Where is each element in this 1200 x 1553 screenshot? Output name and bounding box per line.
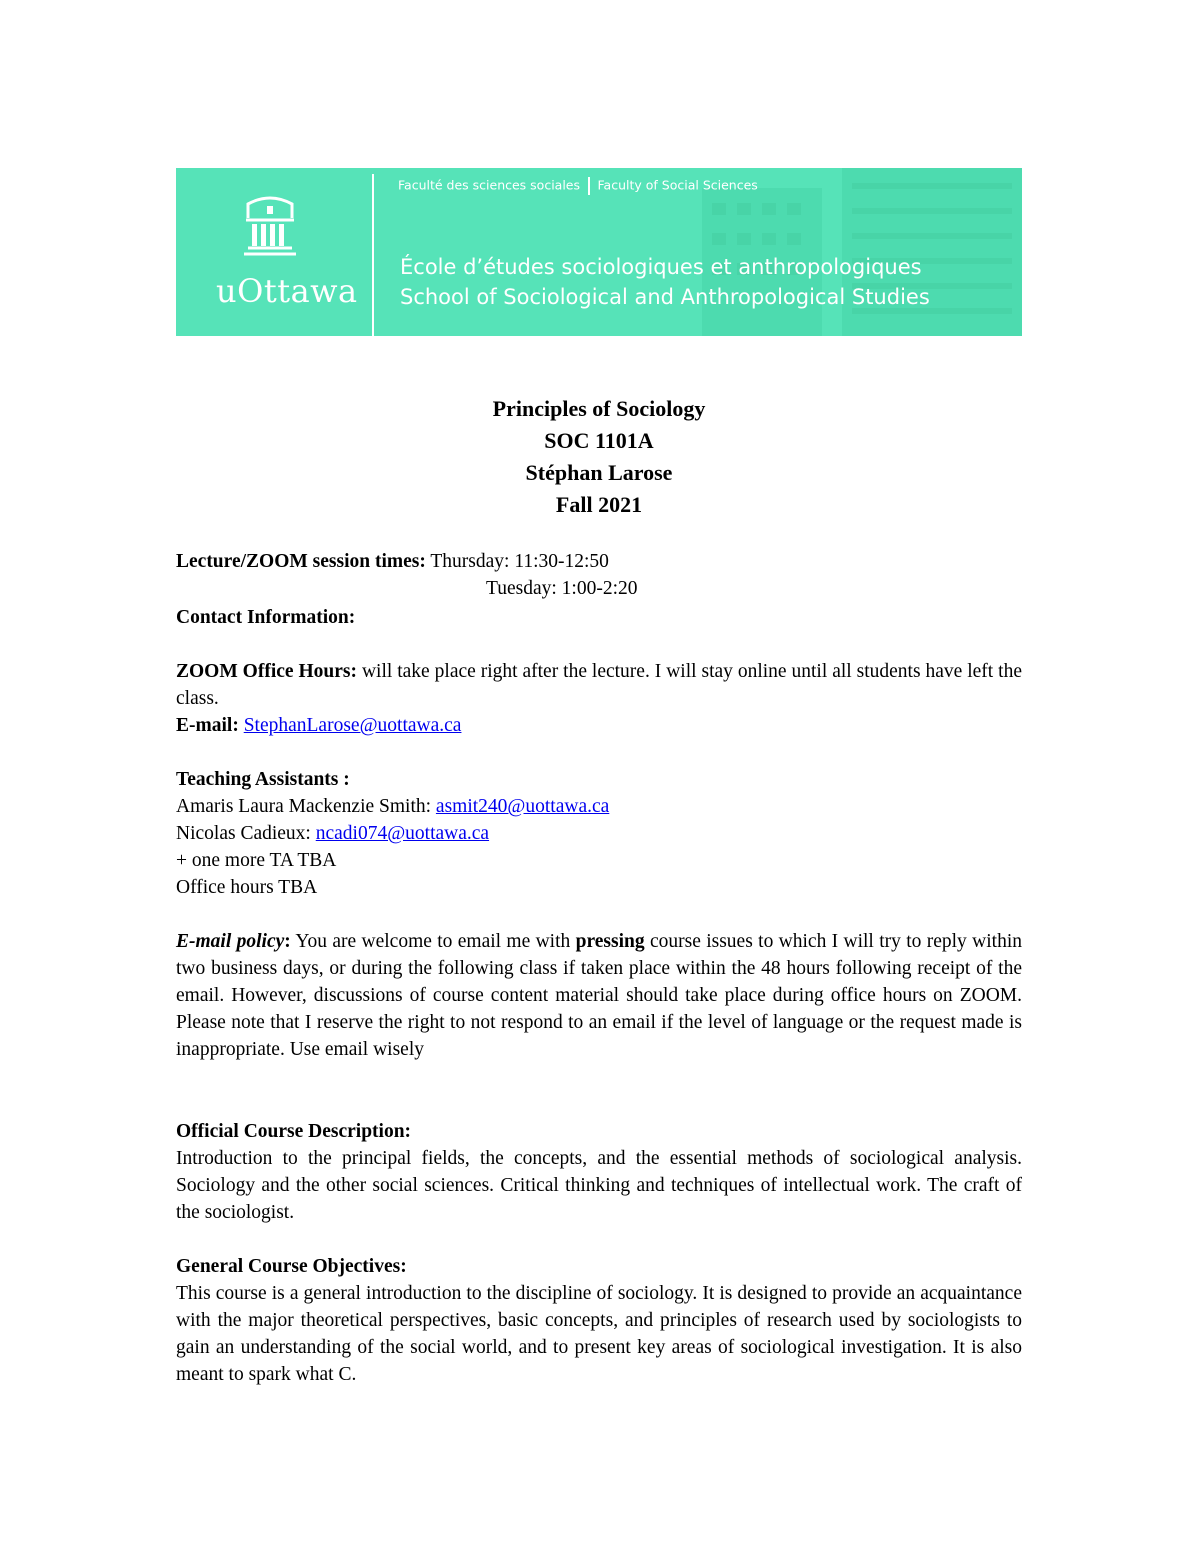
- ta-heading: Teaching Assistants :: [176, 769, 350, 790]
- session-time-tuesday: Tuesday: 1:00-2:20: [486, 578, 638, 599]
- uottawa-logo: [176, 168, 372, 336]
- ta-more: + one more TA TBA: [176, 850, 337, 871]
- faculty-name-separator: [588, 177, 590, 195]
- description-text: Introduction to the principal fields, the concepts, and the essential methods of sociological analysis. Sociology and the other social sciences. Critical thinking and techniques of intellectual work. The craft of the sociologist.: [176, 1148, 1022, 1223]
- instructor-email-line: [176, 712, 1022, 739]
- description-heading: Official Course Description:: [176, 1121, 412, 1142]
- session-times-line-1: [176, 548, 1022, 575]
- session-time-thursday: Thursday: 11:30-12:50: [425, 551, 609, 572]
- ta-item: [176, 793, 1022, 820]
- contact-heading: Contact Information:: [176, 607, 356, 628]
- university-crest-icon: [240, 196, 300, 258]
- ta-item: [176, 820, 1022, 847]
- course-term: Fall 2021: [555, 492, 643, 517]
- course-title-block: [176, 393, 1022, 521]
- email-policy-colon: :: [284, 931, 291, 952]
- ta-name: Amaris Laura Mackenzie Smith:: [176, 796, 436, 817]
- faculty-banner: [176, 168, 1022, 336]
- ta-office-hours: Office hours TBA: [176, 877, 318, 898]
- course-code: SOC 1101A: [544, 428, 654, 453]
- office-hours: [176, 658, 1022, 712]
- banner-divider: [372, 174, 374, 336]
- instructor-email-link[interactable]: StephanLarose@uottawa.ca: [243, 715, 462, 736]
- email-policy: [176, 928, 1022, 1063]
- ta-email-link[interactable]: ncadi074@uottawa.ca: [315, 823, 490, 844]
- school-name-fr: École d’études sociologiques et anthropologiques: [400, 255, 922, 279]
- email-policy-label: E-mail policy: [176, 931, 285, 952]
- university-wordmark: uOttawa: [216, 272, 358, 310]
- session-times: [176, 548, 1022, 602]
- office-hours-text: will take place right after the lecture. I will stay online until all students have left the class.: [176, 661, 1022, 709]
- objectives-heading: General Course Objectives:: [176, 1256, 407, 1277]
- faculty-name-en: Faculty of Social Sciences: [597, 177, 758, 193]
- session-times-label: Lecture/ZOOM session times:: [176, 551, 426, 572]
- school-name-en: School of Sociological and Anthropological Studies: [400, 285, 930, 309]
- office-hours-label: ZOOM Office Hours:: [176, 661, 358, 682]
- email-policy-text-2: course issues to which I will try to reply within two business days, or during the following class if taken place within the 48 hours following receipt of the email. However, discussions of course content material should take place during office hours on ZOOM. Please note that I reserve the right to not respond to an email if the level of language or the request made is inappropriate. Use email wisely: [176, 931, 1022, 1060]
- email-label: E-mail:: [176, 715, 239, 736]
- email-policy-text-1: You are welcome to email me with: [290, 931, 576, 952]
- faculty-name-fr: Faculté des sciences sociales: [398, 177, 581, 193]
- ta-name: Nicolas Cadieux:: [176, 823, 316, 844]
- email-policy-emphasis: pressing: [575, 931, 645, 952]
- teaching-assistants: [176, 766, 1022, 901]
- course-title: Principles of Sociology: [492, 396, 706, 421]
- school-names: [400, 252, 930, 312]
- ta-email-link[interactable]: asmit240@uottawa.ca: [435, 796, 610, 817]
- objectives-text: This course is a general introduction to the discipline of sociology. It is designed to provide an acquaintance with the major theoretical perspectives, basic concepts, and principles of research used by sociologists to gain an understanding of the social world, and to present key areas of sociological investigation. It is also meant to spark what C.: [176, 1283, 1022, 1385]
- course-instructor: Stéphan Larose: [525, 460, 673, 485]
- faculty-names: [398, 177, 758, 195]
